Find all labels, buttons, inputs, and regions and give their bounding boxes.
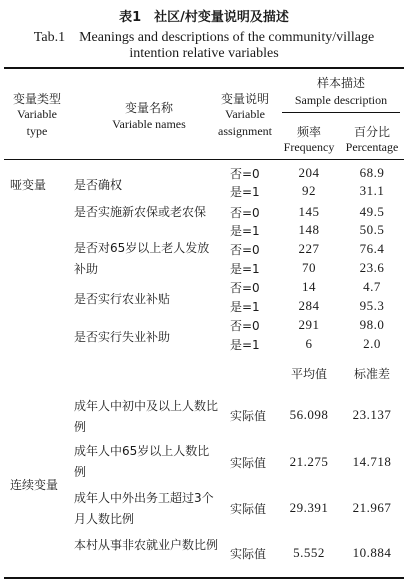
dummy-row-2-f0: 227 (298, 241, 320, 256)
header-pct-cn: 百分比 (353, 125, 390, 139)
top-rule (4, 67, 404, 69)
cont-row-3-name: 本村从事非农就业户数比例 (74, 538, 219, 552)
header-assign-en2: assignment (218, 124, 272, 138)
dummy-row-1-a1: 是=1 (230, 224, 260, 238)
header-name-en: Variable names (112, 117, 186, 131)
cont-row-1-sd: 14.718 (352, 454, 392, 469)
cont-row-2-name: 成年人中外出务工超过3个月人数比例 (74, 491, 214, 526)
dummy-row-0-p0: 68.9 (359, 165, 385, 180)
header-sample-cn: 样本描述 (316, 76, 365, 90)
cont-row-0-assign: 实际值 (229, 409, 266, 423)
dummy-row-3-a1: 是=1 (230, 300, 260, 314)
header-type-en2: type (26, 124, 48, 138)
cont-row-3-sd: 10.884 (352, 545, 392, 560)
dummy-row-2-a1: 是=1 (230, 262, 260, 276)
dummy-row-0-a0: 否=0 (230, 167, 260, 181)
table-caption-cn: 表1 社区/村变量说明及描述 (119, 10, 289, 25)
header-sample-en: Sample description (294, 93, 388, 107)
header-type-cn: 变量类型 (12, 92, 61, 106)
cont-row-1-assign: 实际值 (229, 456, 266, 470)
dummy-row-4-p1: 2.0 (363, 336, 381, 351)
table-caption-en-line2: intention relative variables (129, 46, 279, 61)
cont-row-3-assign: 实际值 (229, 547, 266, 561)
bottom-rule (4, 577, 404, 579)
dummy-row-2-name: 是否对65岁以上老人发放补助 (74, 241, 210, 276)
dummy-row-1-f0: 145 (298, 204, 320, 219)
cont-row-0-mean: 56.098 (289, 407, 329, 422)
dummy-row-2-f1: 70 (302, 260, 316, 275)
cont-row-3-mean: 5.552 (293, 545, 325, 560)
cont-row-2-sd: 21.967 (352, 500, 392, 515)
header-type-en1: Variable (17, 107, 57, 121)
dummy-row-0-name: 是否确权 (74, 178, 123, 192)
dummy-row-1-name: 是否实施新农保或老农保 (74, 205, 207, 219)
dummy-row-1-a0: 否=0 (230, 206, 260, 220)
header-pct-en: Percentage (345, 140, 399, 154)
header-assign-cn: 变量说明 (220, 92, 269, 106)
cont-row-1-mean: 21.275 (289, 454, 329, 469)
dummy-row-2-p0: 76.4 (359, 241, 385, 256)
header-freq-cn: 频率 (296, 125, 321, 139)
dummy-row-1-p1: 50.5 (359, 222, 385, 237)
dummy-row-1-p0: 49.5 (359, 204, 385, 219)
dummy-row-3-f1: 284 (298, 298, 320, 313)
header-sample-underline (282, 112, 400, 113)
dummy-row-3-p0: 4.7 (363, 279, 381, 294)
cont-row-0-sd: 23.137 (352, 407, 392, 422)
dummy-row-4-f0: 291 (298, 317, 320, 332)
dummy-row-2-a0: 否=0 (230, 243, 260, 257)
dummy-row-0-f1: 92 (302, 183, 316, 198)
header-assign-en1: Variable (225, 107, 265, 121)
header-sd: 标准差 (353, 367, 390, 381)
header-name-cn: 变量名称 (124, 101, 173, 115)
dummy-row-4-p0: 98.0 (359, 317, 385, 332)
type-dummy: 哑变量 (10, 178, 47, 192)
header-mean: 平均值 (290, 367, 327, 381)
dummy-row-0-p1: 31.1 (359, 183, 385, 198)
dummy-row-4-a1: 是=1 (230, 338, 260, 352)
cont-row-0-name: 成年人中初中及以上人数比例 (74, 399, 219, 434)
cont-row-1-name: 成年人中65岁以上人数比例 (74, 444, 210, 479)
dummy-row-3-name: 是否实行农业补贴 (74, 292, 171, 306)
dummy-row-0-f0: 204 (298, 165, 320, 180)
dummy-row-3-a0: 否=0 (230, 281, 260, 295)
dummy-row-4-name: 是否实行失业补助 (74, 330, 171, 344)
cont-row-2-assign: 实际值 (229, 502, 266, 516)
header-freq-en: Frequency (283, 140, 335, 154)
header-rule (4, 159, 404, 160)
dummy-row-4-a0: 否=0 (230, 319, 260, 333)
table-caption-en-line1: Tab.1 Meanings and descriptions of the community/village (33, 30, 375, 45)
dummy-row-1-f1: 148 (298, 222, 320, 237)
dummy-row-0-a1: 是=1 (230, 185, 260, 199)
dummy-row-3-f0: 14 (302, 279, 316, 294)
dummy-row-4-f1: 6 (305, 336, 313, 351)
dummy-row-2-p1: 23.6 (359, 260, 385, 275)
cont-row-2-mean: 29.391 (289, 500, 329, 515)
type-continuous: 连续变量 (10, 478, 59, 492)
dummy-row-3-p1: 95.3 (359, 298, 385, 313)
